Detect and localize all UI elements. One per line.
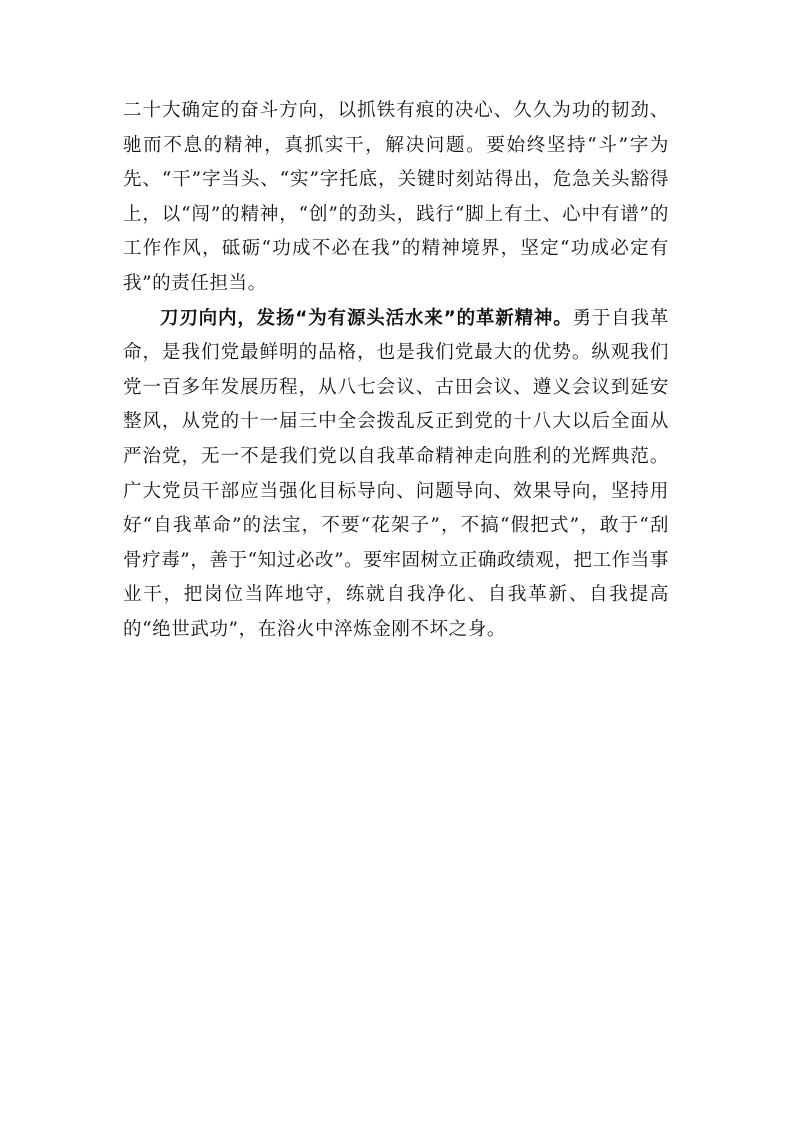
paragraph-text: 勇于自我革命，是我们党最鲜明的品格，也是我们党最大的优势。纵观我们党一百多年发展历程，从八七会议、古田会议、遵义会议到延安整风，从党的十一届三中全会拨乱反正到党的十八大以后全面从严治党，无一不是我们党以自我革命精神走向胜利的光辉典范。广大党员干部应当强化目标导向、问题导向、效果导向，坚持用好“自我革命”的法宝，不要“花架子”，不搞“假把式”，敢于“刮骨疗毒”，善于“知过必改”。要牢固树立正确政绩观，把工作当事业干，把岗位当阵地守，练就自我净化、自我革新、自我提高的“绝世武功”，在浴火中淬炼金刚不坏之身。 bbox=[123, 307, 669, 640]
paragraph-text: 二十大确定的奋斗方向，以抓铁有痕的决心、久久为功的韧劲、驰而不息的精神，真抓实干，解决问题。要始终坚持“斗”字为先、“干”字当头、“实”字托底，关键时刻站得出，危急关头豁得上，以“闯”的精神，“创”的劲头，践行“脚上有土、心中有谱”的工作作风，砥砺“功成不必在我”的精神境界，坚定“功成必定有我”的责任担当。 bbox=[123, 100, 669, 294]
paragraph-self-revolution bbox=[123, 302, 669, 648]
document-body bbox=[123, 94, 669, 648]
paragraph-heading: 刀刃向内，发扬“为有源头活水来”的革新精神。 bbox=[160, 307, 573, 329]
paragraph-continuation bbox=[123, 94, 669, 302]
